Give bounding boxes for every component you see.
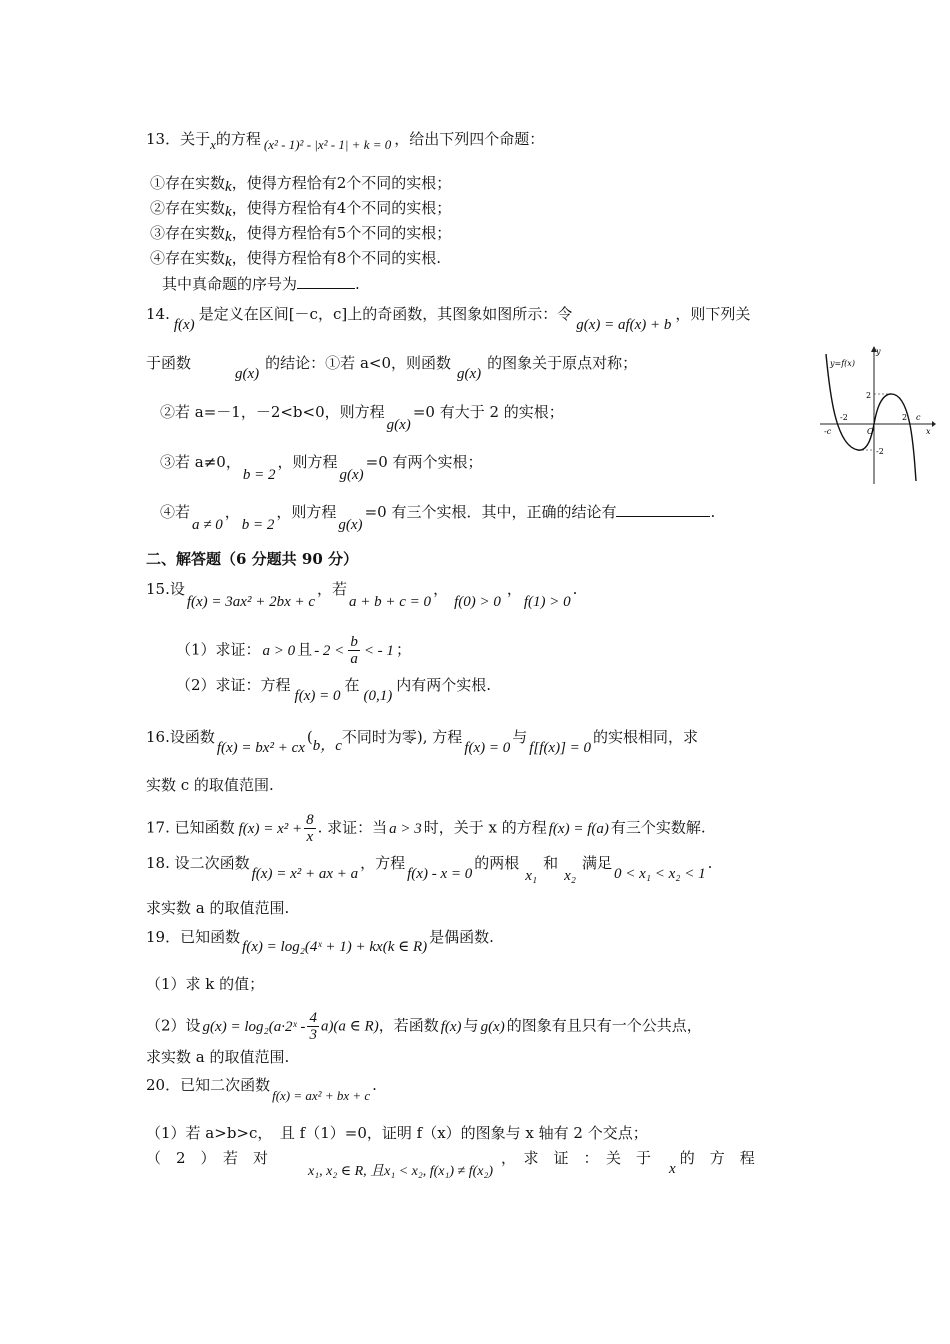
- q16-line2: 实数 c 的取值范围.: [146, 776, 274, 794]
- answer-blank: [616, 502, 710, 517]
- graph-tick-c: c: [916, 413, 921, 422]
- graph-x-label: x: [926, 427, 931, 436]
- q18-stem: 18. 设二次函数f(x) = x² + ax + a，方程f(x) - x = 0的两根x₁和x₂满足0 < x₁ < x₂ < 1.: [146, 854, 713, 884]
- q13-stem: 13．关于x的方程 (x² - 1)² - |x² - 1| + k = 0 ，给出下列四个命题：: [146, 130, 545, 152]
- fraction-4-over-3: $\frac{4}{3}$: [309, 1010, 317, 1043]
- q13-item-2: ②存在实数k，使得方程恰有4个不同的实根；: [150, 199, 452, 220]
- q16-stem: 16.设函数f(x) = bx² + cx(b，c不同时为零), 方程f(x) = 0与f[f(x)] = 0的实根相同，求: [146, 728, 699, 756]
- graph-tick-x-2: 2: [902, 413, 908, 422]
- q14-conclusion-2: ②若 a=－1，－2<b<0，则方程g(x)=0 有大于 2 的实根；: [160, 403, 564, 433]
- fraction-8-over-x: $\frac{8}{x}$: [306, 812, 314, 845]
- q15-stem: 15.设f(x) = 3ax² + 2bx + c，若a + b + c = 0，f(0) > 0，f(1) > 0.: [146, 580, 578, 610]
- q19-part-1: （1）求 k 的值；: [146, 975, 265, 993]
- q15-part-2: （2）求证：方程f(x) = 0在(0,1)内有两个实根.: [176, 676, 492, 704]
- q19-stem: 19．已知函数f(x) = log₂(4ˣ + 1) + kx(k ∈ R)是偶函数.: [146, 928, 494, 955]
- q17-stem: 17. 已知函数 f(x) = x² + $\frac{8}{x}$ . 求证：当 a > 3 时，关于 x 的方程 f(x) = f(a) 有三个实数解.: [146, 812, 706, 845]
- q13-equation: (x² - 1)² - |x² - 1| + k = 0: [263, 137, 392, 152]
- graph-y-label: y: [876, 347, 881, 356]
- graph-curve-label: y=f(x): [830, 359, 855, 368]
- q14-stem: 14.f(x)是定义在区间[－c，c]上的奇函数，其图象如图所示：令g(x) = af(x) + b，则下列关: [146, 305, 751, 333]
- q20-part-2: （ 2 ） 若 对x₁, x₂ ∈ R, 且x₁ < x₂, f(x₁) ≠ f(x₂)， 求 证 ： 关 于x的 方 程: [146, 1149, 755, 1179]
- q14-conclusion-4: ④若a ≠ 0，b = 2，则方程g(x)=0 有三个实根．其中，正确的结论有 .: [160, 503, 716, 533]
- q19-part-2: （2）设 g(x) = log₂(a·2ˣ - $\frac{4}{3}$ a)(a ∈ R)，若函数 f(x) 与 g(x) 的图象有且只有一个公共点，: [146, 1010, 702, 1043]
- q14-function-graph: [818, 346, 936, 486]
- x-axis-arrow-icon: [932, 421, 936, 427]
- q19-part-2-line2: 求实数 a 的取值范围.: [146, 1048, 290, 1066]
- graph-origin-label: O: [867, 427, 874, 436]
- answer-blank: [297, 274, 355, 289]
- q13-item-3: ③存在实数k，使得方程恰有5个不同的实根；: [150, 224, 452, 245]
- graph-tick-y-neg2: -2: [876, 447, 884, 456]
- q13-item-4: ④存在实数k，使得方程恰有8个不同的实根.: [150, 249, 442, 270]
- q13-ask: 其中真命题的序号为 .: [162, 275, 360, 293]
- q20-stem: 20．已知二次函数f(x) = ax² + bx + c.: [146, 1076, 377, 1103]
- q15-part-1: （1）求证： a > 0 且 - 2 < $\frac{b}{a}$ < - 1 ；: [176, 634, 411, 667]
- q20-part-1: （1）若 a>b>c， 且 f（1）=0，证明 f（x）的图象与 x 轴有 2 个交点；: [146, 1124, 648, 1142]
- graph-tick-y-2: 2: [866, 391, 872, 400]
- section-2-heading: 二、解答题（6 分题共 90 分）: [146, 550, 358, 568]
- fraction-b-over-a: $\frac{b}{a}$: [350, 634, 358, 667]
- q18-line2: 求实数 a 的取值范围.: [146, 899, 290, 917]
- q14-conclusion-3: ③若 a≠0，b = 2，则方程g(x)=0 有两个实根；: [160, 453, 483, 483]
- graph-tick-neg-c: -c: [824, 427, 832, 436]
- graph-tick-x-neg2: -2: [840, 413, 848, 422]
- q14-line2: 于函数g(x)的结论：①若 a<0，则函数g(x)的图象关于原点对称；: [146, 354, 638, 382]
- q13-item-1: ①存在实数k，使得方程恰有2个不同的实根；: [150, 174, 452, 195]
